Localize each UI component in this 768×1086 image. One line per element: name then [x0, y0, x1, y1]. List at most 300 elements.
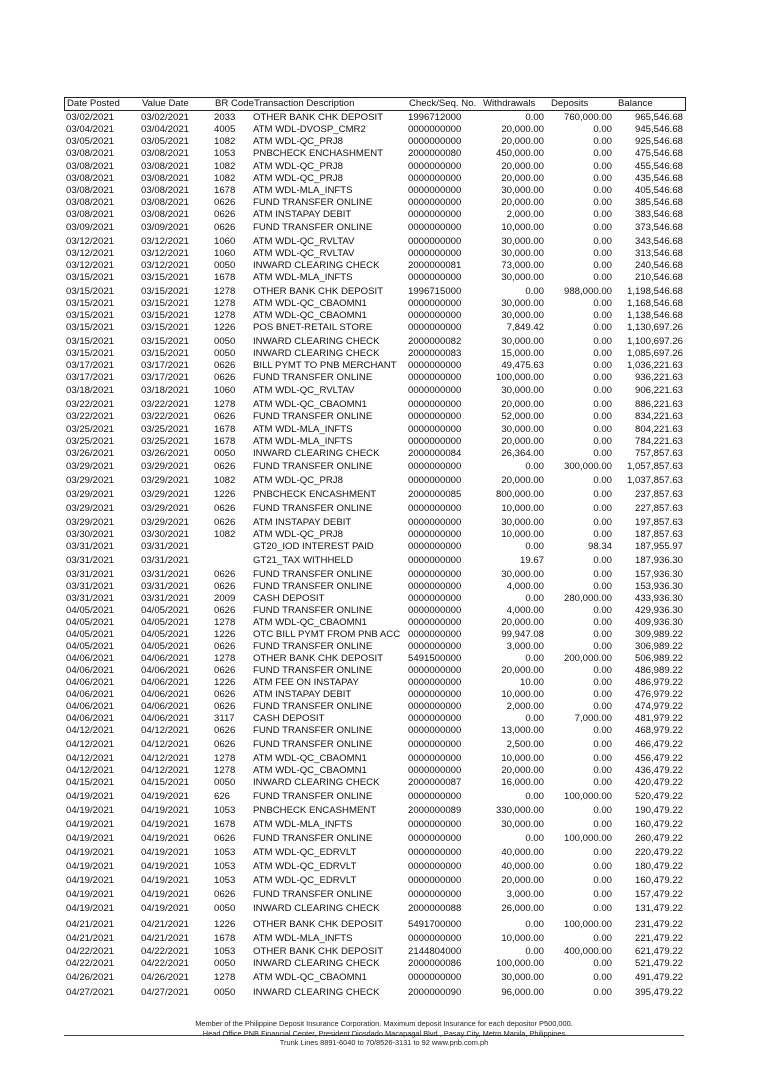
cell-withdrawals: 20,000.00	[501, 197, 544, 208]
cell-br-code: 1082	[214, 136, 236, 147]
cell-deposits: 0.00	[593, 360, 612, 371]
cell-balance: 240,546.68	[634, 260, 683, 271]
table-row	[64, 209, 686, 221]
table-row	[64, 677, 686, 689]
cell-withdrawals: 15,000.00	[501, 348, 544, 359]
cell-value-date: 03/08/2021	[141, 197, 190, 208]
cell-check-seq-no: 0000000000	[408, 847, 462, 858]
cell-description: POS BNET-RETAIL STORE	[253, 322, 373, 333]
cell-deposits: 0.00	[593, 298, 612, 309]
cell-description: BILL PYMT TO PNB MERCHANT	[253, 360, 397, 371]
cell-balance: 383,546.68	[634, 209, 683, 220]
cell-withdrawals: 30,000.00	[501, 385, 544, 396]
cell-br-code: 1278	[214, 972, 236, 983]
cell-br-code: 1678	[214, 424, 236, 435]
cell-value-date: 03/31/2021	[141, 593, 190, 604]
cell-balance: 405,546.68	[634, 185, 683, 196]
cell-value-date: 03/26/2021	[141, 448, 190, 459]
cell-withdrawals: 40,000.00	[501, 847, 544, 858]
table-row	[64, 248, 686, 260]
table-row	[64, 541, 686, 553]
cell-withdrawals: 30,000.00	[501, 310, 544, 321]
cell-check-seq-no: 2000000088	[408, 903, 462, 914]
cell-check-seq-no: 0000000000	[408, 461, 462, 472]
cell-deposits: 0.00	[593, 260, 612, 271]
cell-date-posted: 03/31/2021	[66, 541, 115, 552]
cell-check-seq-no: 0000000000	[408, 605, 462, 616]
cell-deposits: 0.00	[593, 136, 612, 147]
cell-check-seq-no: 0000000000	[408, 725, 462, 736]
cell-check-seq-no: 0000000000	[408, 385, 462, 396]
cell-balance: 433,936.30	[634, 593, 683, 604]
cell-check-seq-no: 0000000000	[408, 665, 462, 676]
cell-balance: 429,936.30	[634, 605, 683, 616]
cell-value-date: 03/15/2021	[141, 310, 190, 321]
cell-date-posted: 04/05/2021	[66, 629, 115, 640]
cell-date-posted: 03/09/2021	[66, 222, 115, 233]
cell-balance: 220,479.22	[634, 847, 683, 858]
cell-withdrawals: 2,500.00	[506, 739, 544, 750]
cell-date-posted: 04/06/2021	[66, 677, 115, 688]
cell-balance: 936,221.63	[634, 372, 683, 383]
cell-deposits: 400,000.00	[563, 946, 612, 957]
cell-balance: 1,036,221.63	[626, 360, 683, 371]
cell-date-posted: 03/29/2021	[66, 489, 115, 500]
cell-description: ATM WDL-QC_EDRVLT	[253, 861, 357, 872]
cell-date-posted: 03/04/2021	[66, 124, 115, 135]
cell-description: CASH DEPOSIT	[253, 593, 325, 604]
table-row	[64, 555, 686, 567]
table-row	[64, 310, 686, 322]
cell-value-date: 04/15/2021	[141, 777, 190, 788]
cell-deposits: 0.00	[593, 605, 612, 616]
cell-description: PNBCHECK ENCASHMENT	[253, 489, 377, 500]
cell-check-seq-no: 5491500000	[408, 653, 462, 664]
cell-check-seq-no: 0000000000	[408, 641, 462, 652]
cell-check-seq-no: 0000000000	[408, 298, 462, 309]
cell-deposits: 0.00	[593, 889, 612, 900]
cell-description: PNBCHECK ENCHASHMENT	[253, 148, 384, 159]
cell-withdrawals: 0.00	[525, 713, 544, 724]
cell-description: ATM WDL-QC_PRJ8	[253, 161, 343, 172]
cell-balance: 1,085,697.26	[626, 348, 683, 359]
cell-balance: 221,479.22	[634, 933, 683, 944]
cell-check-seq-no: 0000000000	[408, 593, 462, 604]
cell-deposits: 0.00	[593, 725, 612, 736]
cell-balance: 210,546.68	[634, 272, 683, 283]
cell-check-seq-no: 0000000000	[408, 136, 462, 147]
cell-date-posted: 03/08/2021	[66, 148, 115, 159]
cell-value-date: 04/05/2021	[141, 605, 190, 616]
cell-deposits: 280,000.00	[563, 593, 612, 604]
cell-check-seq-no: 0000000000	[408, 424, 462, 435]
cell-br-code: 1060	[214, 385, 236, 396]
cell-description: FUND TRANSFER ONLINE	[253, 222, 373, 233]
cell-description: INWARD CLEARING CHECK	[253, 903, 380, 914]
cell-withdrawals: 20,000.00	[501, 765, 544, 776]
cell-value-date: 03/15/2021	[141, 272, 190, 283]
cell-balance: 313,546.68	[634, 248, 683, 259]
table-row	[64, 617, 686, 629]
cell-br-code: 0626	[214, 372, 236, 383]
cell-date-posted: 04/19/2021	[66, 903, 115, 914]
cell-description: INWARD CLEARING CHECK	[253, 777, 380, 788]
table-row	[64, 286, 686, 298]
cell-deposits: 0.00	[593, 777, 612, 788]
cell-date-posted: 04/21/2021	[66, 919, 115, 930]
cell-description: FUND TRANSFER ONLINE	[253, 461, 373, 472]
cell-description: ATM WDL-QC_EDRVLT	[253, 847, 357, 858]
cell-deposits: 0.00	[593, 617, 612, 628]
cell-date-posted: 03/05/2021	[66, 136, 115, 147]
cell-check-seq-no: 0000000000	[408, 529, 462, 540]
cell-balance: 160,479.22	[634, 819, 683, 830]
cell-date-posted: 04/12/2021	[66, 725, 115, 736]
cell-withdrawals: 0.00	[525, 919, 544, 930]
cell-description: GT20_IOD INTEREST PAID	[253, 541, 374, 552]
cell-value-date: 04/05/2021	[141, 617, 190, 628]
cell-deposits: 0.00	[593, 148, 612, 159]
cell-date-posted: 04/19/2021	[66, 875, 115, 886]
cell-br-code: 1678	[214, 933, 236, 944]
cell-withdrawals: 0.00	[525, 541, 544, 552]
cell-description: PNBCHECK ENCASHMENT	[253, 805, 377, 816]
cell-check-seq-no: 0000000000	[408, 875, 462, 886]
cell-description: ATM WDL-QC_CBAOMN1	[253, 753, 367, 764]
cell-date-posted: 03/17/2021	[66, 372, 115, 383]
cell-balance: 468,979.22	[634, 725, 683, 736]
cell-check-seq-no: 5491700000	[408, 919, 462, 930]
cell-withdrawals: 20,000.00	[501, 436, 544, 447]
cell-balance: 1,130,697.26	[626, 322, 683, 333]
cell-date-posted: 03/29/2021	[66, 475, 115, 486]
table-row	[64, 765, 686, 777]
cell-check-seq-no: 0000000000	[408, 411, 462, 422]
cell-withdrawals: 0.00	[525, 593, 544, 604]
cell-deposits: 0.00	[593, 555, 612, 566]
cell-description: ATM WDL-QC_CBAOMN1	[253, 765, 367, 776]
table-row	[64, 629, 686, 641]
cell-description: FUND TRANSFER ONLINE	[253, 569, 373, 580]
cell-date-posted: 04/06/2021	[66, 665, 115, 676]
cell-balance: 1,198,546.68	[626, 286, 683, 297]
cell-description: ATM WDL-QC_RVLTAV	[253, 385, 355, 396]
cell-withdrawals: 20,000.00	[501, 161, 544, 172]
table-row	[64, 701, 686, 713]
header-br-code: BR Code	[215, 98, 254, 109]
cell-deposits: 0.00	[593, 665, 612, 676]
cell-check-seq-no: 0000000000	[408, 739, 462, 750]
cell-check-seq-no: 0000000000	[408, 617, 462, 628]
cell-br-code: 1053	[214, 148, 236, 159]
cell-date-posted: 04/12/2021	[66, 753, 115, 764]
cell-value-date: 03/04/2021	[141, 124, 190, 135]
cell-value-date: 04/19/2021	[141, 903, 190, 914]
cell-description: ATM WDL-MLA_INFTS	[253, 424, 353, 435]
cell-check-seq-no: 0000000000	[408, 436, 462, 447]
cell-description: ATM WDL-QC_PRJ8	[253, 529, 343, 540]
cell-date-posted: 04/22/2021	[66, 946, 115, 957]
cell-value-date: 03/18/2021	[141, 385, 190, 396]
cell-date-posted: 03/29/2021	[66, 503, 115, 514]
cell-withdrawals: 4,000.00	[506, 581, 544, 592]
cell-balance: 621,479.22	[634, 946, 683, 957]
cell-deposits: 0.00	[593, 348, 612, 359]
cell-description: OTHER BANK CHK DEPOSIT	[253, 946, 384, 957]
cell-description: FUND TRANSFER ONLINE	[253, 372, 373, 383]
cell-value-date: 03/15/2021	[141, 286, 190, 297]
cell-br-code: 0626	[214, 889, 236, 900]
cell-value-date: 04/06/2021	[141, 665, 190, 676]
cell-withdrawals: 10,000.00	[501, 753, 544, 764]
cell-date-posted: 04/05/2021	[66, 617, 115, 628]
cell-br-code: 0626	[214, 569, 236, 580]
table-row	[64, 260, 686, 272]
cell-balance: 481,979.22	[634, 713, 683, 724]
cell-withdrawals: 10,000.00	[501, 689, 544, 700]
cell-balance: 476,979.22	[634, 689, 683, 700]
cell-description: ATM WDL-QC_RVLTAV	[253, 236, 355, 247]
table-row	[64, 713, 686, 725]
table-row	[64, 372, 686, 384]
cell-withdrawals: 20,000.00	[501, 617, 544, 628]
cell-br-code: 1082	[214, 161, 236, 172]
cell-value-date: 03/17/2021	[141, 360, 190, 371]
cell-balance: 491,479.22	[634, 972, 683, 983]
cell-check-seq-no: 0000000000	[408, 629, 462, 640]
cell-date-posted: 03/15/2021	[66, 336, 115, 347]
cell-date-posted: 03/12/2021	[66, 248, 115, 259]
table-row	[64, 529, 686, 541]
table-row	[64, 791, 686, 803]
cell-check-seq-no: 0000000000	[408, 569, 462, 580]
cell-withdrawals: 450,000.00	[495, 148, 544, 159]
cell-br-code: 1060	[214, 248, 236, 259]
cell-br-code: 1678	[214, 436, 236, 447]
cell-description: ATM WDL-MLA_INFTS	[253, 819, 353, 830]
cell-check-seq-no: 0000000000	[408, 933, 462, 944]
cell-description: FUND TRANSFER ONLINE	[253, 739, 373, 750]
table-row	[64, 112, 686, 124]
cell-br-code: 0626	[214, 665, 236, 676]
cell-br-code: 0626	[214, 833, 236, 844]
cell-br-code: 1082	[214, 529, 236, 540]
cell-date-posted: 04/05/2021	[66, 605, 115, 616]
cell-date-posted: 03/31/2021	[66, 593, 115, 604]
cell-value-date: 04/22/2021	[141, 946, 190, 957]
page-footer	[64, 1019, 704, 1048]
cell-br-code: 1678	[214, 272, 236, 283]
table-row	[64, 753, 686, 765]
cell-br-code: 3117	[214, 713, 235, 724]
cell-check-seq-no: 2000000087	[408, 777, 462, 788]
cell-check-seq-no: 0000000000	[408, 765, 462, 776]
cell-check-seq-no: 0000000000	[408, 677, 462, 688]
cell-deposits: 0.00	[593, 475, 612, 486]
cell-date-posted: 03/08/2021	[66, 197, 115, 208]
table-row	[64, 503, 686, 515]
cell-balance: 474,979.22	[634, 701, 683, 712]
cell-check-seq-no: 0000000000	[408, 541, 462, 552]
cell-deposits: 0.00	[593, 933, 612, 944]
cell-balance: 965,546.68	[634, 112, 683, 123]
cell-deposits: 0.00	[593, 581, 612, 592]
cell-withdrawals: 7,849.42	[506, 322, 544, 333]
cell-value-date: 03/29/2021	[141, 489, 190, 500]
cell-value-date: 04/21/2021	[141, 933, 190, 944]
cell-deposits: 0.00	[593, 517, 612, 528]
cell-withdrawals: 30,000.00	[501, 248, 544, 259]
cell-description: FUND TRANSFER ONLINE	[253, 889, 373, 900]
cell-description: OTC BILL PYMT FROM PNB ACC	[253, 629, 401, 640]
cell-date-posted: 03/30/2021	[66, 529, 115, 540]
cell-deposits: 0.00	[593, 689, 612, 700]
cell-deposits: 200,000.00	[563, 653, 612, 664]
table-row	[64, 861, 686, 873]
cell-withdrawals: 73,000.00	[501, 260, 544, 271]
cell-withdrawals: 800,000.00	[495, 489, 544, 500]
cell-balance: 906,221.63	[634, 385, 683, 396]
header-balance: Balance	[618, 98, 653, 109]
table-row	[64, 777, 686, 789]
cell-deposits: 0.00	[593, 753, 612, 764]
cell-date-posted: 03/31/2021	[66, 555, 115, 566]
header-withdrawals: Withdrawals	[483, 98, 536, 109]
cell-description: INWARD CLEARING CHECK	[253, 958, 380, 969]
cell-value-date: 03/15/2021	[141, 348, 190, 359]
cell-withdrawals: 100,000.00	[495, 958, 544, 969]
cell-withdrawals: 20,000.00	[501, 875, 544, 886]
cell-value-date: 04/19/2021	[141, 875, 190, 886]
cell-deposits: 760,000.00	[563, 112, 612, 123]
table-row	[64, 569, 686, 581]
cell-withdrawals: 20,000.00	[501, 124, 544, 135]
cell-deposits: 100,000.00	[563, 791, 612, 802]
cell-check-seq-no: 0000000000	[408, 819, 462, 830]
cell-br-code: 1053	[214, 875, 236, 886]
cell-balance: 237,857.63	[634, 489, 683, 500]
cell-deposits: 0.00	[593, 805, 612, 816]
cell-balance: 187,955.97	[634, 541, 683, 552]
cell-balance: 309,989.22	[634, 629, 683, 640]
header-date-posted: Date Posted	[67, 98, 120, 109]
cell-balance: 1,100,697.26	[626, 336, 683, 347]
cell-balance: 160,479.22	[634, 875, 683, 886]
cell-balance: 436,479.22	[634, 765, 683, 776]
cell-br-code: 0050	[214, 958, 236, 969]
cell-date-posted: 03/02/2021	[66, 112, 115, 123]
cell-check-seq-no: 2000000090	[408, 987, 462, 998]
cell-withdrawals: 19.67	[519, 555, 544, 566]
table-row	[64, 903, 686, 915]
cell-deposits: 0.00	[593, 197, 612, 208]
cell-br-code: 0626	[214, 739, 236, 750]
cell-balance: 231,479.22	[634, 919, 683, 930]
cell-br-code: 0626	[214, 641, 236, 652]
cell-value-date: 03/30/2021	[141, 529, 190, 540]
table-row	[64, 593, 686, 605]
cell-br-code: 0626	[214, 209, 236, 220]
cell-deposits: 0.00	[593, 272, 612, 283]
statement-table	[64, 97, 686, 1035]
cell-date-posted: 03/18/2021	[66, 385, 115, 396]
cell-date-posted: 04/19/2021	[66, 889, 115, 900]
cell-balance: 475,546.68	[634, 148, 683, 159]
table-row	[64, 448, 686, 460]
table-row	[64, 641, 686, 653]
cell-withdrawals: 30,000.00	[501, 336, 544, 347]
cell-deposits: 0.00	[593, 161, 612, 172]
table-row	[64, 653, 686, 665]
cell-description: FUND TRANSFER ONLINE	[253, 833, 373, 844]
cell-value-date: 03/25/2021	[141, 436, 190, 447]
cell-check-seq-no: 0000000000	[408, 161, 462, 172]
cell-check-seq-no: 0000000000	[408, 517, 462, 528]
cell-date-posted: 04/06/2021	[66, 689, 115, 700]
cell-value-date: 03/29/2021	[141, 461, 190, 472]
table-row	[64, 805, 686, 817]
cell-balance: 343,546.68	[634, 236, 683, 247]
cell-value-date: 03/31/2021	[141, 569, 190, 580]
cell-check-seq-no: 0000000000	[408, 581, 462, 592]
cell-deposits: 0.00	[593, 861, 612, 872]
cell-deposits: 100,000.00	[563, 919, 612, 930]
cell-value-date: 04/19/2021	[141, 819, 190, 830]
cell-br-code: 1226	[214, 489, 236, 500]
cell-withdrawals: 10.00	[519, 677, 544, 688]
cell-date-posted: 04/12/2021	[66, 765, 115, 776]
table-row	[64, 689, 686, 701]
cell-date-posted: 03/08/2021	[66, 209, 115, 220]
cell-description: FUND TRANSFER ONLINE	[253, 197, 373, 208]
cell-deposits: 0.00	[593, 503, 612, 514]
cell-description: ATM WDL-MLA_INFTS	[253, 436, 353, 447]
table-row	[64, 972, 686, 984]
cell-check-seq-no: 0000000000	[408, 236, 462, 247]
cell-deposits: 7,000.00	[574, 713, 612, 724]
cell-balance: 395,479.22	[634, 987, 683, 998]
cell-br-code: 1678	[214, 185, 236, 196]
cell-withdrawals: 0.00	[525, 286, 544, 297]
cell-date-posted: 04/26/2021	[66, 972, 115, 983]
cell-value-date: 03/15/2021	[141, 298, 190, 309]
cell-balance: 306,989.22	[634, 641, 683, 652]
cell-check-seq-no: 0000000000	[408, 833, 462, 844]
cell-br-code: 1278	[214, 653, 236, 664]
cell-value-date: 04/19/2021	[141, 805, 190, 816]
cell-br-code: 0050	[214, 260, 236, 271]
header-transaction-description: Transaction Description	[254, 98, 355, 109]
cell-date-posted: 04/19/2021	[66, 861, 115, 872]
table-row	[64, 272, 686, 284]
cell-check-seq-no: 0000000000	[408, 689, 462, 700]
cell-value-date: 04/27/2021	[141, 987, 190, 998]
cell-deposits: 0.00	[593, 765, 612, 776]
cell-value-date: 03/08/2021	[141, 161, 190, 172]
cell-date-posted: 03/15/2021	[66, 348, 115, 359]
cell-balance: 190,479.22	[634, 805, 683, 816]
cell-date-posted: 04/21/2021	[66, 933, 115, 944]
cell-description: ATM WDL-QC_PRJ8	[253, 173, 343, 184]
table-row	[64, 847, 686, 859]
cell-balance: 521,479.22	[634, 958, 683, 969]
cell-withdrawals: 0.00	[525, 791, 544, 802]
table-row	[64, 298, 686, 310]
cell-date-posted: 04/27/2021	[66, 987, 115, 998]
cell-br-code: 0626	[214, 360, 236, 371]
cell-deposits: 0.00	[593, 847, 612, 858]
cell-balance: 455,546.68	[634, 161, 683, 172]
